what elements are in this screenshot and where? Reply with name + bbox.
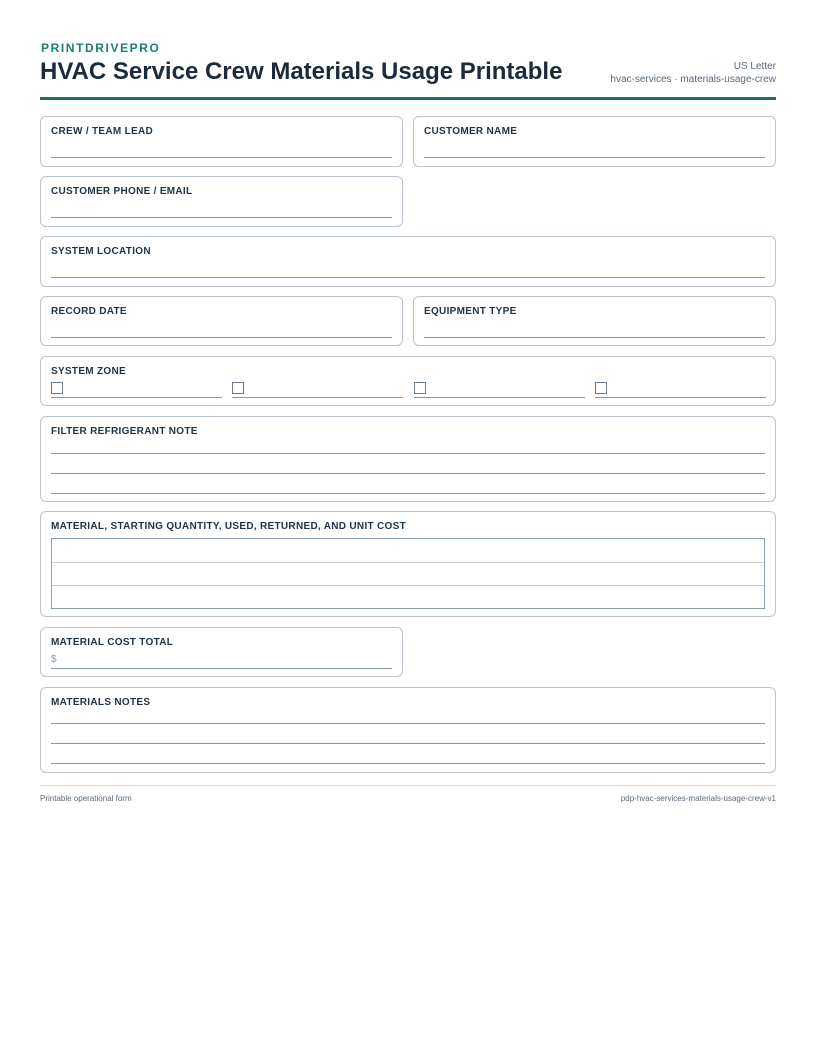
table-row-divider-1 bbox=[52, 562, 764, 563]
record-date-label: RECORD DATE bbox=[51, 306, 127, 317]
note-line-1[interactable] bbox=[51, 453, 765, 454]
checkbox-4[interactable] bbox=[595, 382, 607, 394]
zone-option-1-line[interactable] bbox=[51, 397, 222, 398]
materials-note-line-3[interactable] bbox=[51, 763, 765, 764]
note-line-3[interactable] bbox=[51, 493, 765, 494]
materials-table-section bbox=[40, 511, 776, 617]
cost-total-write-line[interactable] bbox=[51, 668, 392, 669]
materials-note-line-1[interactable] bbox=[51, 723, 765, 724]
crew-lead-write-line[interactable] bbox=[51, 157, 392, 158]
materials-note-line-2[interactable] bbox=[51, 743, 765, 744]
footer-form-id: pdp-hvac-services-materials-usage-crew-v1 bbox=[620, 794, 776, 803]
note-line-2[interactable] bbox=[51, 473, 765, 474]
zone-option-3[interactable] bbox=[414, 382, 585, 398]
table-row-divider-2 bbox=[52, 585, 764, 586]
material-cost-total-field[interactable] bbox=[40, 627, 403, 677]
system-zone-label: SYSTEM ZONE bbox=[51, 366, 126, 377]
paper-size: US Letter bbox=[733, 61, 776, 72]
document-meta bbox=[610, 60, 776, 86]
customer-contact-field[interactable] bbox=[40, 176, 403, 227]
header-divider bbox=[40, 97, 776, 100]
material-cost-total-label: MATERIAL COST TOTAL bbox=[51, 637, 174, 648]
zone-option-3-line[interactable] bbox=[414, 397, 585, 398]
page-title: HVAC Service Crew Materials Usage Printable bbox=[40, 58, 563, 85]
zone-option-2-line[interactable] bbox=[232, 397, 403, 398]
system-location-label: SYSTEM LOCATION bbox=[51, 246, 151, 257]
equipment-type-write-line[interactable] bbox=[424, 337, 765, 338]
currency-symbol: $ bbox=[51, 654, 57, 665]
checkbox-3[interactable] bbox=[414, 382, 426, 394]
category-path: hvac-services · materials-usage-crew bbox=[610, 74, 776, 85]
customer-name-label: CUSTOMER NAME bbox=[424, 126, 518, 137]
materials-notes-label: MATERIALS NOTES bbox=[51, 697, 151, 708]
crew-lead-field[interactable] bbox=[40, 116, 403, 167]
zone-option-2[interactable] bbox=[232, 382, 403, 398]
crew-lead-label: CREW / TEAM LEAD bbox=[51, 126, 154, 137]
filter-refrigerant-note-field[interactable] bbox=[40, 416, 776, 502]
customer-contact-write-line[interactable] bbox=[51, 217, 392, 218]
checkbox-1[interactable] bbox=[51, 382, 63, 394]
checkbox-2[interactable] bbox=[232, 382, 244, 394]
customer-name-write-line[interactable] bbox=[424, 157, 765, 158]
materials-notes-field[interactable] bbox=[40, 687, 776, 773]
materials-table-label: MATERIAL, STARTING QUANTITY, USED, RETURNED, AND UNIT COST bbox=[51, 521, 406, 532]
materials-table[interactable] bbox=[51, 538, 765, 609]
filter-refrigerant-note-label: FILTER REFRIGERANT NOTE bbox=[51, 426, 198, 437]
system-location-write-line[interactable] bbox=[51, 277, 765, 278]
record-date-write-line[interactable] bbox=[51, 337, 392, 338]
zone-option-4-line[interactable] bbox=[595, 397, 766, 398]
zone-option-4[interactable] bbox=[595, 382, 766, 398]
customer-contact-label: CUSTOMER PHONE / EMAIL bbox=[51, 186, 193, 197]
equipment-type-label: EQUIPMENT TYPE bbox=[424, 306, 517, 317]
system-zone-field bbox=[40, 356, 776, 406]
record-date-field[interactable] bbox=[40, 296, 403, 346]
system-location-field[interactable] bbox=[40, 236, 776, 287]
customer-name-field[interactable] bbox=[413, 116, 776, 167]
brand-name: PRINTDRIVEPRO bbox=[41, 41, 161, 55]
equipment-type-field[interactable] bbox=[413, 296, 776, 346]
zone-option-1[interactable] bbox=[51, 382, 222, 398]
footer-form-type: Printable operational form bbox=[40, 794, 132, 803]
footer-divider bbox=[40, 785, 776, 786]
